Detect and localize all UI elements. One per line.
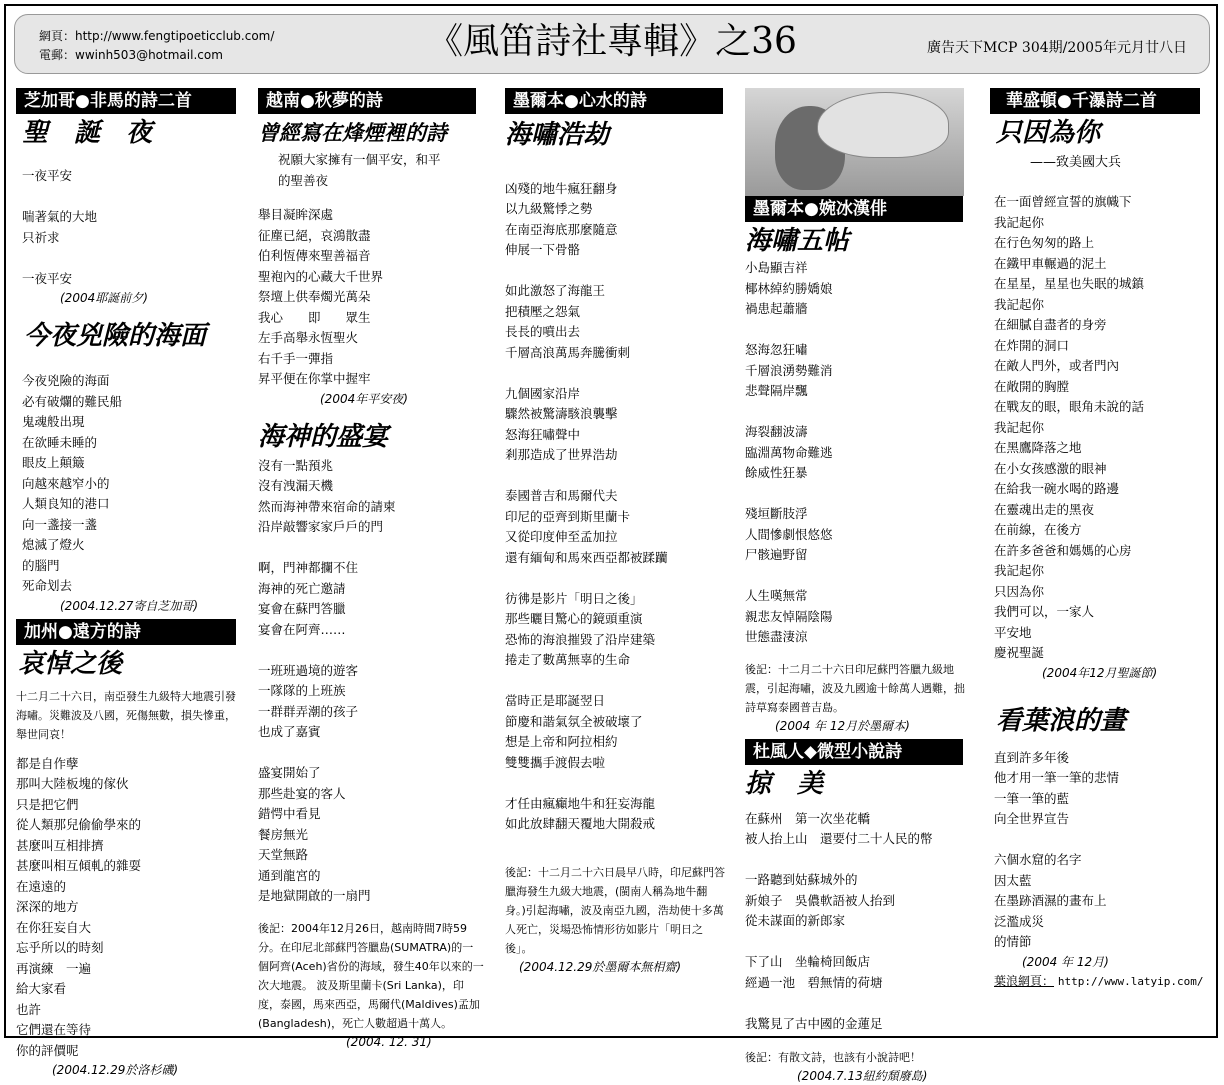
- poem-line: [22, 187, 236, 208]
- poem-line: 昇平便在你掌中握牢: [258, 371, 371, 386]
- section-bar: 墨爾本●婉冰漢俳: [745, 196, 963, 222]
- section-bar: 越南●秋夢的詩: [258, 88, 476, 114]
- poem-line: 右千手一彈指: [258, 350, 334, 366]
- poem-source: (2004年12月聖誕節): [1042, 665, 1158, 680]
- poem-line: 的聖善夜: [278, 172, 329, 188]
- poem-line: 千層浪湧勢難消: [745, 362, 833, 378]
- poem-line: 向一盞接一盞: [22, 516, 98, 532]
- poem-line: 只祈求: [22, 229, 60, 245]
- poem-line: 餐房無光: [258, 826, 309, 842]
- poem-line: 在細膩自盡者的身旁: [994, 317, 1107, 332]
- poem-line: 一夜平安: [22, 270, 73, 286]
- email-line[interactable]: 電郵：wwinh503@hotmail.com: [39, 48, 223, 62]
- column-5: [990, 88, 1210, 992]
- poem-line: 我記起你: [994, 214, 1045, 230]
- poem-line: 只是把它們: [16, 796, 79, 812]
- poem-body: [745, 258, 967, 648]
- poem-line: 我驚見了古中國的金蓮足: [745, 1015, 883, 1031]
- poem-line: 椰林綽約勝嬌娘: [745, 280, 833, 296]
- poem-line: 給大家看: [16, 981, 67, 996]
- poem-line: 想是上帝和阿拉相約: [505, 734, 618, 749]
- poem-line: 還有緬甸和馬來西亞都被蹂躪: [505, 549, 668, 565]
- poem-line: 在炸開的洞口: [994, 337, 1070, 353]
- poem-source: (2004 年 12月): [1022, 954, 1109, 969]
- poem-note: 後記：十二月二十六日印尼蘇門答臘九級地震，引起海嘯，波及九國逾十餘萬人遇難，拙詩草寫泰國普吉島。: [745, 662, 965, 714]
- poem-line: 在你狂妄自大: [16, 919, 92, 935]
- poem-line: 錯愕中看見: [258, 806, 321, 821]
- poem-line: [745, 993, 967, 1014]
- poem-line: 六個水窟的名字: [994, 852, 1082, 867]
- poem-line: 祝願大家擁有一個平安，和平: [278, 152, 441, 167]
- poem-line: 只因為你: [994, 583, 1045, 599]
- poem-line: 一筆一筆的藍: [994, 790, 1070, 806]
- poem-line: 悲聲隔岸飄: [745, 383, 808, 398]
- poem-line: 再演練 一遍: [16, 960, 92, 976]
- poem-line: 親悲友悼隔陰陽: [745, 608, 833, 624]
- poem-line: 通到龍宮的: [258, 867, 321, 883]
- poem-title: 海嘯浩劫: [505, 120, 610, 150]
- poem-line: 在星星，星星也失眠的城鎮: [994, 276, 1145, 291]
- poem-line: 殘垣斷肢浮: [745, 506, 808, 521]
- poem-line: 熄滅了燈火: [22, 537, 85, 552]
- poem-line: 在蘇州 第一次坐花轎: [745, 810, 871, 826]
- poem-line: 小島顯吉祥: [745, 260, 808, 275]
- poem-line: 一路聽到姑蘇城外的: [745, 872, 858, 887]
- poem-line: 也許: [16, 1001, 42, 1017]
- poem-line: 我心 即 眾生: [258, 309, 371, 325]
- section-bar: 加州●遠方的詩: [16, 619, 236, 645]
- poem-dedication: ——致美國大兵: [1030, 155, 1122, 170]
- poem-line: 在行色匆匆的路上: [994, 235, 1095, 250]
- poem-line: 忘乎所以的時刻: [16, 940, 104, 955]
- poem-line: 如此放肆翻天覆地大開殺戒: [505, 816, 656, 831]
- poem-line: 在小女孩感激的眼神: [994, 460, 1107, 476]
- poem-source: (2004. 12. 31): [346, 1034, 432, 1049]
- poem-title: 哀悼之後: [18, 648, 123, 679]
- poem-dedication: [258, 150, 484, 191]
- poem-line: 它們還在等待: [16, 1022, 92, 1037]
- poem-line: 泰國普吉和馬爾代夫: [505, 488, 618, 503]
- poem-line: 怒海狂嘯聲中: [505, 426, 581, 442]
- poem-source: (2004.12.29於墨爾本無相齋): [519, 959, 682, 974]
- poem-line: 捲走了數萬無辜的生命: [505, 652, 631, 667]
- poem-line: [745, 484, 967, 505]
- website-link: [990, 971, 1210, 992]
- poem-line: 的情節: [994, 934, 1032, 949]
- poem-line: 你的評價呢: [16, 1042, 79, 1058]
- poem-line: 彷彿是影片「明日之後」: [505, 590, 643, 606]
- section-bar: 華盛頓●千瀑詩二首: [990, 88, 1200, 114]
- poem-source: (2004年平安夜): [320, 391, 408, 406]
- poem-line: 在南亞海底那麼隨意: [505, 221, 618, 237]
- poem-line: [745, 850, 967, 871]
- poem-line: 甚麼叫相互傾軋的雜耍: [16, 858, 142, 873]
- poem-line: 經過一池 碧無情的荷塘: [745, 974, 883, 990]
- poem-line: 在黑鷹降落之地: [994, 440, 1082, 455]
- poem-title: 海神的盛宴: [258, 421, 389, 452]
- poem-line: 鬼魂般出現: [22, 414, 85, 429]
- poem-line: 剎那造成了世界浩劫: [505, 447, 618, 462]
- poem-title: 今夜兇險的海面: [24, 321, 207, 351]
- page-header: [14, 14, 1210, 74]
- poem-line: 恐怖的海浪摧毀了沿岸建築: [505, 631, 656, 647]
- poem-line: 怒海忽狂嘯: [745, 342, 808, 357]
- column-4: [745, 88, 967, 1085]
- poem-line: 宴會在蘇門答臘: [258, 601, 346, 616]
- poem-line: 節慶和諧氣氛全被破壞了: [505, 713, 643, 729]
- website-url[interactable]: http://www.latyip.com/: [1057, 974, 1204, 988]
- poem-line: 在墨跡酒濕的畫布上: [994, 893, 1107, 908]
- poem-line: 禍患起蕭牆: [745, 301, 808, 316]
- poem-line: 人生嘆無常: [745, 588, 808, 603]
- poem-source: (2004.7.13紐約頹廢島): [797, 1069, 928, 1083]
- poem-line: 從未謀面的新郎家: [745, 913, 846, 928]
- poem-line: 死命划去: [22, 578, 73, 593]
- poem-line: 舉目凝眸深處: [258, 207, 334, 222]
- page-title: 《風笛詩社專輯》之36: [427, 21, 797, 62]
- poem-line: 伸展一下骨骼: [505, 242, 581, 257]
- poem-line: 一隊隊的上班族: [258, 683, 346, 698]
- poem-line: 深深的地方: [16, 899, 79, 914]
- issue-date: 廣告天下MCP 304期/2005年元月廿八日: [927, 40, 1187, 56]
- poem-line: 也成了嘉賓: [258, 724, 321, 739]
- poem-line: [745, 566, 967, 587]
- poem-line: 甚麼叫互相排擠: [16, 837, 104, 853]
- poem-body: [16, 166, 236, 289]
- poem-line: 下了山 坐輪椅回飯店: [745, 954, 871, 969]
- poem-line: 驟然被驚濤駭浪襲擊: [505, 406, 618, 421]
- poem-line: [505, 568, 725, 589]
- poem-note: 十二月二十六日，南亞發生九級特大地震引發海嘯。災難波及八國，死傷無數，損失慘重，舉世同哀！: [16, 689, 236, 741]
- poem-line: 直到許多年後: [994, 749, 1070, 765]
- poem-line: 在戰友的眼，眼角未說的話: [994, 399, 1145, 414]
- poem-line: 臨淵萬物命難逃: [745, 444, 833, 460]
- poem-line: 在給我一碗水喝的路邊: [994, 481, 1120, 496]
- poem-body: [16, 371, 236, 597]
- poem-line: 海裂翻波濤: [745, 424, 808, 439]
- poem-line: 啊，門神都攔不住: [258, 560, 359, 575]
- poem-line: 把積壓之怨氣: [505, 303, 581, 319]
- poem-note: 後記：十二月二十六日晨早八時，印尼蘇門答臘海發生九級大地震，(閩南人稱為地牛翻身。)引起海嘯，波及南亞九國，浩劫使十多萬人死亡，災場恐怖情形彷如影片「明日之後」。: [505, 865, 725, 955]
- poem-line: [505, 158, 725, 179]
- photo-figure-hand: [817, 92, 949, 158]
- poem-line: [745, 402, 967, 423]
- poem-line: [505, 363, 725, 384]
- poem-line: 印尼的亞齊到斯里蘭卡: [505, 508, 631, 524]
- poem-line: 那些赴宴的客人: [258, 785, 346, 801]
- poem-line: 一群群弄潮的孩子: [258, 703, 359, 719]
- poem-line: [258, 743, 484, 764]
- poem-line: 我們可以，一家人: [994, 604, 1095, 619]
- poem-line: 因太藍: [994, 872, 1032, 888]
- poem-line: 我記起你: [994, 419, 1045, 435]
- poem-line: 海神的死亡邀請: [258, 580, 346, 596]
- poem-body: [16, 754, 236, 1062]
- poem-line: 伯利恆傳來聖善福音: [258, 248, 371, 263]
- poem-line: [994, 830, 1210, 851]
- poem-line: 人間慘劇恨悠悠: [745, 526, 833, 542]
- poem-line: 凶殘的地牛瘋狂翻身: [505, 180, 618, 196]
- poem-note: 後記：2004年12月26日，越南時間7時59分。在印尼北部蘇門答臘島(SUMATRA)的一個阿齊(Aceh)省份的海域，發生40年以來的一次大地震。 波及斯里蘭卡(Sri Lanka)，印度，泰國，馬來西亞，馬爾代(Maldives)孟加(Bangladesh)，死亡人數超過十萬人。: [258, 921, 484, 1030]
- poem-line: 被人抬上山 還要付二十人民的幣: [745, 831, 933, 846]
- poem-line: 慶祝聖誕: [994, 645, 1045, 660]
- poem-line: 在鐵甲車輾過的泥土: [994, 255, 1107, 271]
- poem-source: (2004 年 12月於墨爾本): [775, 718, 910, 733]
- poem-line: 在前線，在後方: [994, 522, 1082, 537]
- poem-line: 一班班過境的遊客: [258, 662, 359, 678]
- poem-title: 掠 美: [745, 768, 824, 799]
- poem-line: 天堂無路: [258, 847, 309, 862]
- poem-body: [258, 205, 484, 390]
- poem-body: [505, 158, 725, 835]
- column-3: [505, 88, 725, 976]
- section-bar: 芝加哥●非馬的詩二首: [16, 88, 236, 114]
- website-label: 葉浪網頁：: [994, 973, 1055, 988]
- poem-line: [505, 466, 725, 487]
- poem-body: [258, 456, 484, 907]
- poem-line: [505, 671, 725, 692]
- poem-line: [258, 640, 484, 661]
- poem-line: 沿岸敲響家家戶戶的門: [258, 519, 384, 534]
- poem-line: 人類良知的港口: [22, 496, 110, 511]
- poem-line: 聖袍內的心藏大千世界: [258, 268, 384, 284]
- poem-line: 我記起你: [994, 563, 1045, 578]
- poem-line: 平安地: [994, 624, 1032, 640]
- poem-line: 新娘子 吳儂軟語被人抬到: [745, 892, 896, 908]
- poem-line: 餘威性狂暴: [745, 465, 808, 480]
- poem-line: 在敞開的胸膛: [994, 378, 1070, 394]
- poem-line: [745, 932, 967, 953]
- poem-line: 如此激怒了海龍王: [505, 283, 606, 298]
- poem-line: 向越來越窄小的: [22, 475, 110, 491]
- poem-line: 九個國家沿岸: [505, 385, 581, 401]
- section-bar: 杜風人◆微型小說詩: [745, 739, 963, 765]
- poem-line: 從人類那兒偷偷學來的: [16, 817, 142, 832]
- poem-line: 在欲睡未睡的: [22, 434, 98, 450]
- poem-line: 喘著氣的大地: [22, 209, 98, 224]
- poem-line: 在敵人門外，或者門內: [994, 358, 1120, 373]
- poem-line: 眼皮上顛簸: [22, 455, 85, 470]
- poem-line: [505, 261, 725, 282]
- poem-title: 海嘯五帖: [745, 226, 850, 256]
- poem-line: 尸骸遍野留: [745, 547, 808, 562]
- poem-line: 征塵已絕，哀鴻散盡: [258, 227, 371, 243]
- poem-line: 盛宴開始了: [258, 765, 321, 780]
- poem-line: 才任由瘋癲地牛和狂妄海龍: [505, 795, 656, 811]
- poem-line: 是地獄開啟的一扇門: [258, 888, 371, 903]
- poem-source: (2004.12.29於洛杉磯): [52, 1063, 179, 1077]
- poem-title: 只因為你: [996, 118, 1101, 148]
- poem-line: 在許多爸爸和媽媽的心房: [994, 542, 1132, 558]
- poem-line: 以九級驚悸之勢: [505, 201, 593, 216]
- poem-body: [990, 748, 1210, 953]
- poem-note: 後記：有散文詩，也該有小說詩吧！: [745, 1051, 921, 1064]
- poem-line: 沒有一點預兆: [258, 457, 334, 473]
- poem-line: 在靈魂出走的黑夜: [994, 501, 1095, 517]
- poem-line: 那些曬目驚心的鏡頭重演: [505, 611, 643, 626]
- poem-line: 雙雙攜手渡假去啦: [505, 754, 606, 770]
- poem-line: 千層高浪萬馬奔騰衝刺: [505, 344, 631, 360]
- poem-line: 我記起你: [994, 296, 1045, 312]
- poem-line: [505, 773, 725, 794]
- poem-title: 聖 誕 夜: [22, 118, 153, 148]
- poem-line: 在遠遠的: [16, 878, 67, 894]
- poem-body: [990, 192, 1210, 664]
- poem-body: [745, 809, 967, 1035]
- poem-line: 宴會在阿齊……: [258, 621, 346, 637]
- poem-line: 長長的噴出去: [505, 324, 581, 339]
- poem-source: (2004.12.27寄自芝加哥): [60, 598, 199, 613]
- poem-line: 沒有洩漏天機: [258, 478, 334, 493]
- news-photo: [745, 88, 964, 196]
- poem-line: 今夜兇險的海面: [22, 373, 110, 388]
- poem-line: [745, 320, 967, 341]
- poem-line: [258, 538, 484, 559]
- poem-line: 一夜平安: [22, 168, 73, 183]
- poem-line: 向全世界宣告: [994, 811, 1070, 826]
- poem-line: 那叫大陸板塊的傢伙: [16, 776, 129, 791]
- poem-line: 他才用一筆一筆的悲情: [994, 770, 1120, 785]
- poem-source: (2004耶誕前夕): [60, 291, 148, 305]
- website-line[interactable]: 網頁：http://www.fengtipoeticclub.com/: [39, 29, 275, 43]
- column-2: [258, 88, 484, 1051]
- poem-line: 祭壇上供奉燭光萬朵: [258, 289, 371, 304]
- section-bar: 墨爾本●心水的詩: [505, 88, 723, 114]
- poem-line: 泛濫成災: [994, 913, 1045, 929]
- poem-line: 都是自作孽: [16, 755, 79, 771]
- column-1: [16, 88, 236, 1079]
- poem-line: 在一面曾經宣誓的旗幟下: [994, 194, 1132, 209]
- poem-line: 必有破爛的難民船: [22, 393, 123, 409]
- poem-title: 看葉浪的畫: [996, 705, 1127, 736]
- poem-line: 當時正是耶誕翌日: [505, 693, 606, 708]
- poem-line: 世態盡淒涼: [745, 629, 808, 644]
- poem-line: [22, 248, 236, 269]
- poem-line: 又從印度伸至孟加拉: [505, 529, 618, 544]
- poem-line: 然而海神帶來宿命的請柬: [258, 498, 396, 514]
- poem-line: 左手高舉永恆聖火: [258, 330, 359, 345]
- poem-title: 曾經寫在烽煙裡的詩: [258, 120, 447, 145]
- poem-line: 的腦門: [22, 557, 60, 573]
